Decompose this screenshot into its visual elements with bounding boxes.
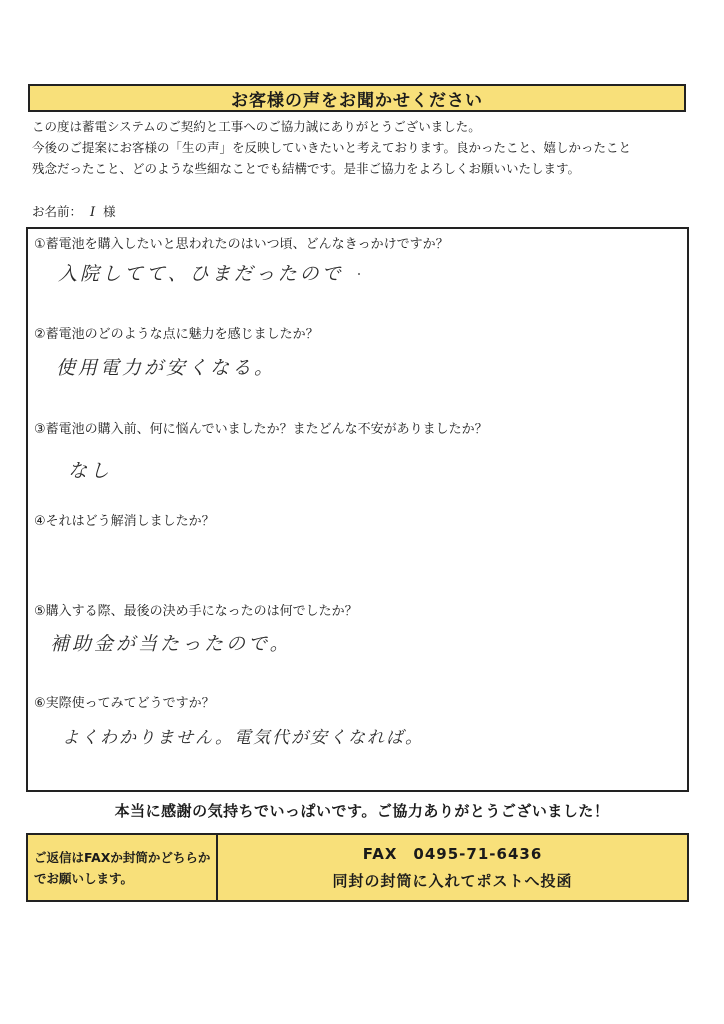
answer-3: なし bbox=[68, 460, 113, 482]
question-1: ①蓄電池を購入したいと思われたのはいつ頃、どんなきっかけですか？ bbox=[34, 237, 449, 252]
questionnaire-box bbox=[26, 227, 689, 792]
customer-name: I bbox=[90, 205, 96, 220]
answer-6: よくわかりません。電気代が安くなれば。 bbox=[62, 728, 425, 748]
post-instruction: 同封の封筒に入れてポストへ投函 bbox=[332, 871, 573, 890]
reply-line: でお願いします。 bbox=[34, 871, 134, 886]
question-5: ⑤購入する際、最後の決め手になったのは何でしたか？ bbox=[34, 604, 358, 619]
question-3: ③蓄電池の購入前、何に悩んでいましたか？またどんな不安がありましたか？ bbox=[34, 422, 488, 437]
intro-line: この度は蓄電システムのご契約と工事へのご協力誠にありがとうございました。 bbox=[32, 119, 481, 134]
customer-name-row bbox=[32, 202, 116, 220]
fax-info bbox=[218, 835, 687, 900]
answer-1: 入院してて、ひまだったので bbox=[58, 263, 344, 285]
reply-footer bbox=[26, 833, 689, 902]
name-label: お名前： bbox=[32, 204, 83, 219]
question-6: ⑥実際使ってみてどうですか？ bbox=[34, 696, 215, 711]
answer-2: 使用電力が安くなる。 bbox=[56, 357, 277, 379]
intro-text bbox=[32, 116, 682, 179]
answer-5: 補助金が当たったので。 bbox=[50, 633, 292, 655]
name-suffix: 様 bbox=[103, 204, 116, 219]
thank-you-message: 本当に感謝の気持ちでいっぱいです。ご協力ありがとうございました！ bbox=[114, 802, 610, 820]
fax-number: FAX 0495-71-6436 bbox=[362, 844, 543, 863]
reply-instructions bbox=[28, 835, 218, 900]
form-title: お客様の声をお聞かせください bbox=[28, 84, 686, 112]
reply-line: ご返信はFAXか封筒かどちらか bbox=[34, 850, 211, 865]
intro-line: 残念だったこと、どのような些細なことでも結構です。是非ご協力をよろしくお願いいたします。 bbox=[32, 161, 581, 176]
question-2: ②蓄電池のどのような点に魅力を感じましたか？ bbox=[34, 327, 319, 342]
intro-line: 今後のご提案にお客様の「生の声」を反映していきたいと考えております。良かったこと、嬉しかったこと bbox=[32, 140, 632, 155]
pen-dot bbox=[358, 273, 360, 275]
question-4: ④それはどう解消しましたか？ bbox=[34, 514, 215, 529]
